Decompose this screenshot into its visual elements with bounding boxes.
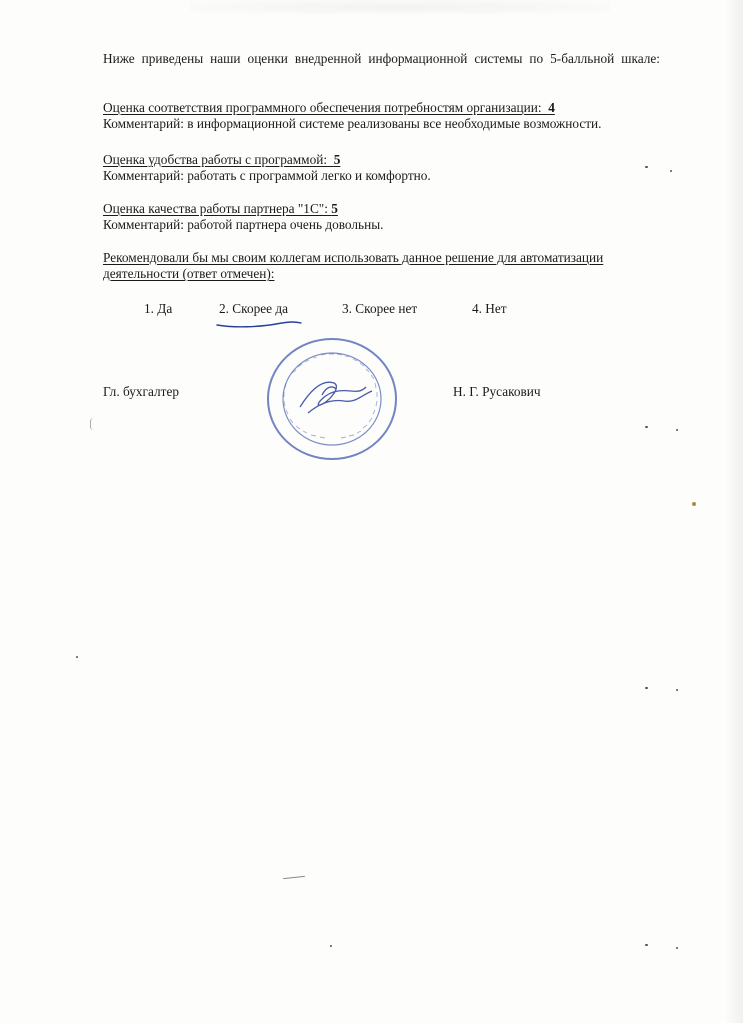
scan-speck	[76, 656, 78, 658]
scan-speck	[645, 687, 648, 689]
recommend-line-1: Рекомендовали бы мы своим коллегам использовать данное решение для автоматизации	[103, 250, 604, 265]
scan-speck	[330, 945, 332, 947]
selected-option-underline	[214, 316, 304, 330]
scan-speck	[676, 429, 678, 431]
scan-speck	[676, 947, 678, 949]
question-1-comment: Комментарий: в информационной системе реализованы все необходимые возможности.	[103, 116, 602, 131]
scan-speck	[676, 689, 678, 691]
option-4: 4. Нет	[472, 301, 507, 316]
scan-speck	[645, 944, 648, 946]
signatory-name: Н. Г. Русакович	[453, 384, 541, 399]
scan-smudge	[190, 0, 610, 14]
question-3	[103, 201, 338, 217]
organization-stamp	[262, 333, 404, 463]
question-3-label: Оценка качества работы партнера "1С":	[103, 201, 328, 216]
scan-speck	[90, 418, 97, 430]
scan-speck	[645, 166, 648, 168]
scan-speck	[670, 170, 672, 172]
question-2-label: Оценка удобства работы с программой:	[103, 152, 328, 167]
intro-paragraph: Ниже приведены наши оценки внедренной информационной системы по 5-балльной шкале:	[103, 51, 660, 66]
recommend-line-2: деятельности (ответ отмечен):	[103, 266, 275, 281]
scan-speck	[692, 502, 696, 506]
question-1-score: 4	[548, 100, 555, 115]
question-2-score: 5	[333, 152, 341, 167]
question-3-comment: Комментарий: работой партнера очень довольны.	[103, 217, 384, 232]
question-1	[103, 100, 555, 116]
option-3: 3. Скорее нет	[342, 301, 418, 316]
scan-speck	[645, 426, 648, 428]
page-edge-shadow	[725, 0, 743, 1023]
option-1: 1. Да	[144, 301, 173, 316]
signatory-position: Гл. бухгалтер	[103, 384, 179, 399]
scan-speck	[283, 876, 305, 879]
option-2: 2. Скорее да	[219, 301, 289, 316]
question-1-label: Оценка соответствия программного обеспечения потребностям организации:	[103, 100, 542, 115]
question-2-comment: Комментарий: работать с программой легко и комфортно.	[103, 168, 431, 183]
question-3-score: 5	[331, 201, 338, 216]
question-2	[103, 152, 340, 168]
